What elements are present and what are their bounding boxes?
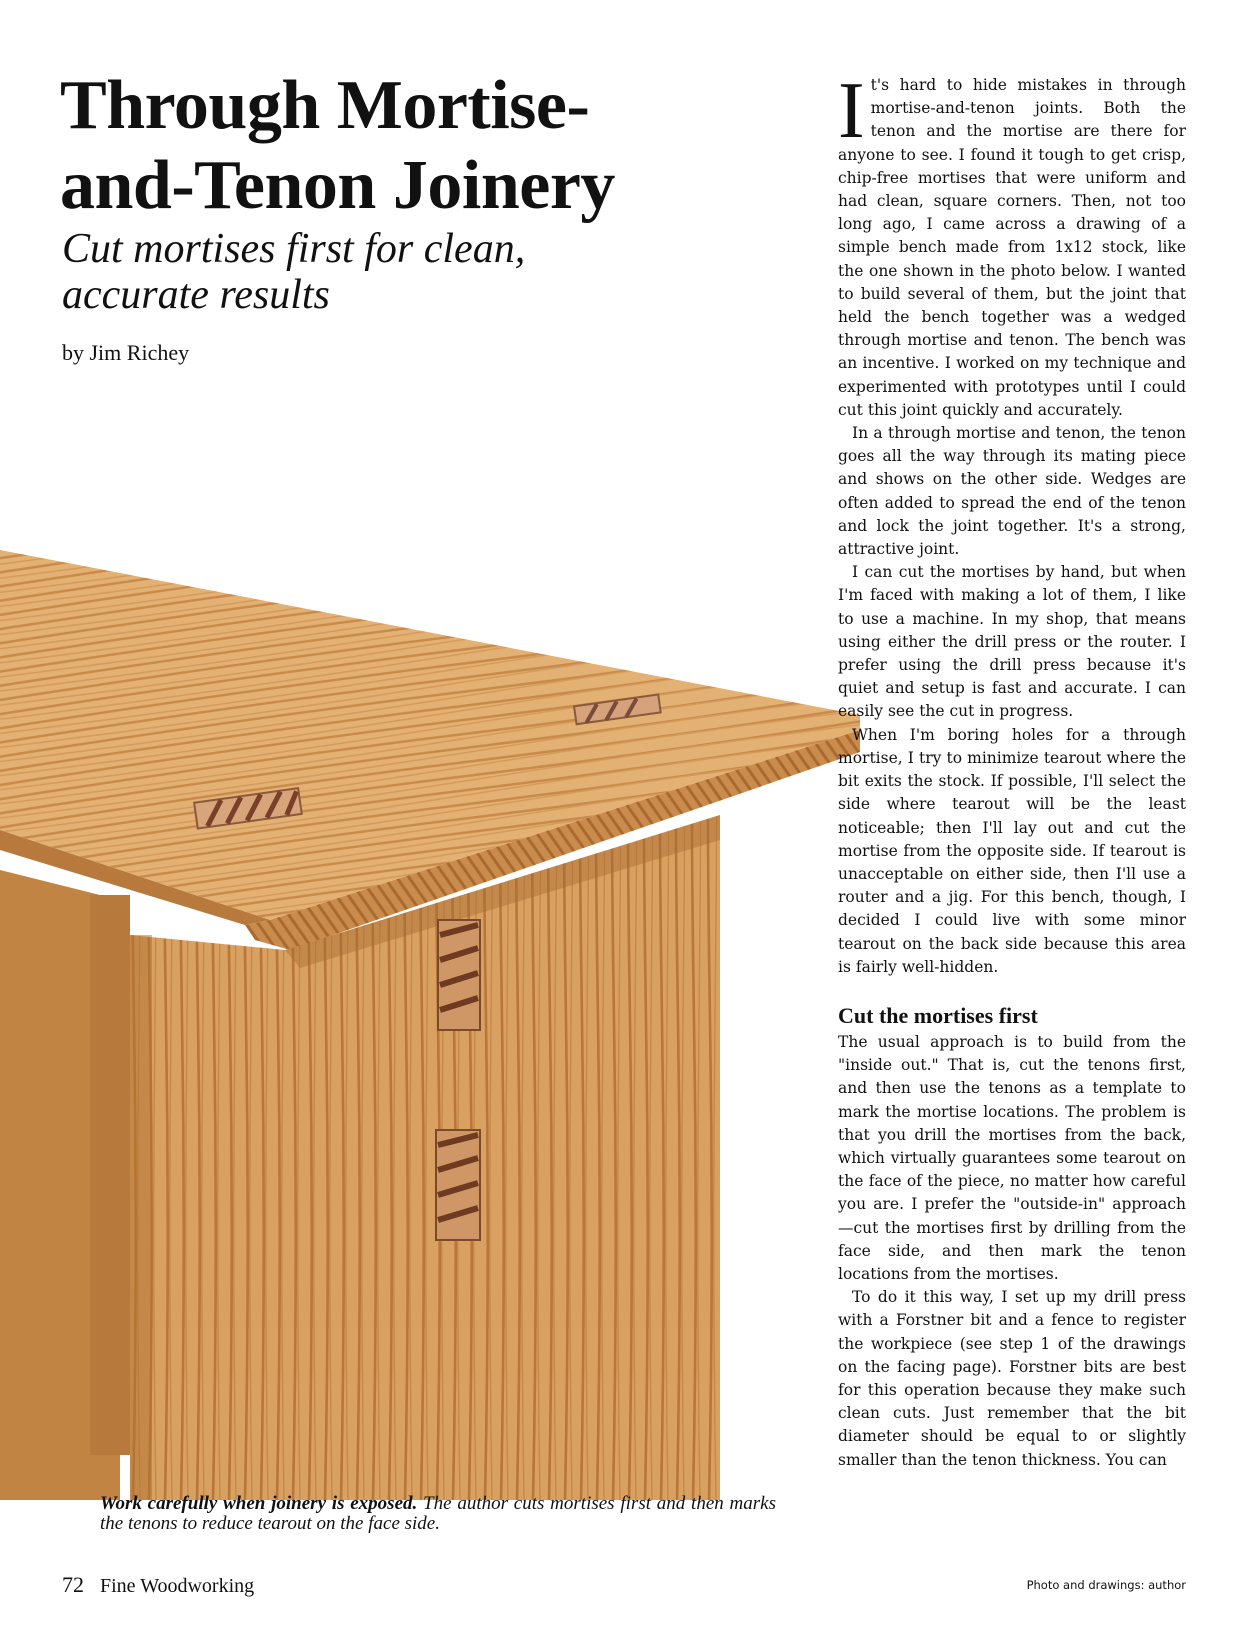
caption-lead: Work carefully when joinery is exposed. (100, 1493, 418, 1514)
magazine-name: Fine Woodworking (100, 1575, 255, 1597)
paragraph-4: When I'm boring holes for a through mortise, I try to minimize tearout where the bit exits the stock. If possible, I'll select the side where tearout will be the least noticeable; then I'll lay out and cut the mortise from the opposite side. If tearout is unacceptable on either side, then I'll use a router and a jig. For this bench, though, I decided I could live with some minor tearout on the back side because this area is fairly well-hidden. (838, 725, 1186, 976)
article-subtitle: Cut mortises first for clean, accurate results (62, 226, 526, 318)
paragraph-1-text: t's hard to hide mistakes in through mortise-and-tenon joints. Both the tenon and the mortise are there for anyone to see. I found it tough to get crisp, chip-free mortises that were uniform and had clean, square corners. Then, not too long ago, I came across a drawing of a simple bench made from 1x12 stock, like the one shown in the photo below. I wanted to build several of them, but the joint that held the bench together was a wedged through mortise and tenon. The bench was an incentive. I worked on my technique and experimented with prototypes until I could cut this joint quickly and accurately. (838, 76, 1186, 419)
photo-credit: Photo and drawings: author (1026, 1578, 1186, 1592)
paragraph-5: The usual approach is to build from the "inside out." That is, cut the tenons first, and then use the tenons as a template to mark the mortise locations. The problem is that you drill the mortises from the back, which virtually guarantees some tearout on the face of the piece, no matter how careful you are. I prefer the "outside-in" approach—cut the mortises first by drilling from the face side, and then mark the tenon locations from the mortises. (838, 1032, 1186, 1283)
article-body (838, 67, 1186, 1472)
paragraph-3: I can cut the mortises by hand, but when I'm faced with making a lot of them, I like to use a machine. In my shop, that means using either the drill press or the router. I prefer using the drill press because it's quiet and setup is fast and accurate. I can easily see the cut in progress. (838, 563, 1186, 721)
page-footer (62, 1572, 254, 1598)
bench-photo (0, 540, 900, 1500)
page-number: 72 (62, 1572, 84, 1597)
article-title: Through Mortise-and-Tenon Joinery (60, 67, 615, 224)
photo-caption (100, 1494, 776, 1534)
paragraph-2: In a through mortise and tenon, the tenon goes all the way through its mating piece and shows on the other side. Wedges are often added to spread the end of the tenon and lock the joint together. It's a strong, attractive joint. (838, 424, 1186, 559)
drop-cap: I (838, 67, 865, 155)
byline: by Jim Richey (62, 340, 190, 365)
caption-text: The author cuts mortises first and then marks the tenons to reduce tearout on the face side. (100, 1493, 776, 1534)
paragraph-6: To do it this way, I set up my drill press with a Forstner bit and a fence to register the workpiece (see step 1 of the drawings on the facing page). Forstner bits are best for this operation because they make such clean cuts. Just remember that the bit diameter should be equal to or slightly smaller than the tenon thickness. You can (838, 1288, 1186, 1469)
section-heading: Cut the mortises first (838, 1002, 1038, 1028)
paragraph-1 (838, 67, 1186, 422)
